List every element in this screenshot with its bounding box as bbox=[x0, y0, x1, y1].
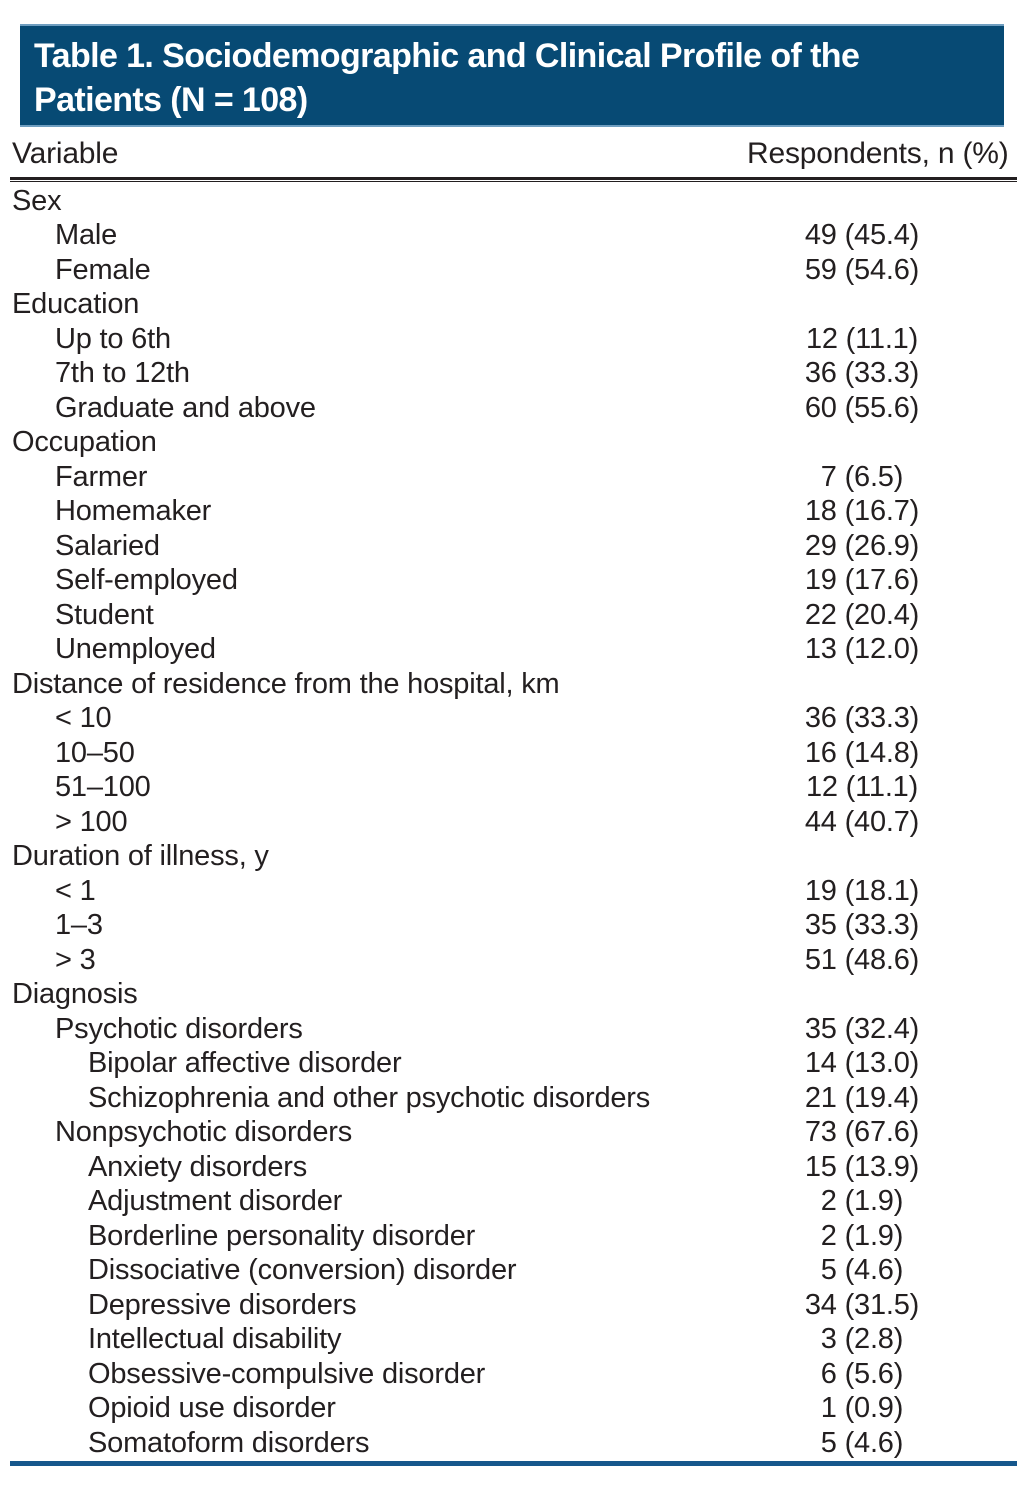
row-label: Intellectual disability bbox=[88, 1323, 342, 1356]
row-label: Schizophrenia and other psychotic disorders bbox=[88, 1081, 651, 1114]
table-row bbox=[10, 840, 1017, 875]
table-row bbox=[10, 564, 1017, 599]
table-row bbox=[10, 667, 1017, 702]
row-label: 51–100 bbox=[55, 771, 151, 804]
row-value: 49 (45.4) bbox=[804, 219, 920, 252]
row-label: Sex bbox=[12, 184, 62, 217]
table-row bbox=[10, 1392, 1017, 1427]
table-row bbox=[10, 219, 1017, 254]
table-row bbox=[10, 460, 1017, 495]
row-label: Diagnosis bbox=[12, 978, 138, 1011]
row-label: Up to 6th bbox=[55, 322, 171, 355]
row-value: 18 (16.7) bbox=[804, 495, 920, 528]
row-value: 36 (33.3) bbox=[804, 702, 920, 735]
table-row bbox=[10, 909, 1017, 944]
table-row bbox=[10, 1150, 1017, 1185]
row-label: Female bbox=[55, 253, 151, 286]
table-row bbox=[10, 529, 1017, 564]
row-value: 1 (0.9) bbox=[820, 1392, 904, 1425]
table-row bbox=[10, 1323, 1017, 1358]
row-label: Adjustment disorder bbox=[88, 1185, 343, 1218]
table-row bbox=[10, 736, 1017, 771]
row-label: > 3 bbox=[55, 943, 96, 976]
row-value: 22 (20.4) bbox=[804, 598, 920, 631]
row-label: Obsessive-compulsive disorder bbox=[88, 1357, 486, 1390]
row-label: 10–50 bbox=[55, 736, 135, 769]
row-value: 2 (1.9) bbox=[820, 1185, 904, 1218]
row-value: 12 (11.1) bbox=[805, 771, 919, 804]
table-row bbox=[10, 1219, 1017, 1254]
table-row bbox=[10, 391, 1017, 426]
bottom-rule bbox=[10, 1461, 1017, 1466]
table-row bbox=[10, 1012, 1017, 1047]
row-label: > 100 bbox=[55, 805, 128, 838]
row-label: Nonpsychotic disorders bbox=[55, 1116, 353, 1149]
row-value: 35 (33.3) bbox=[804, 909, 920, 942]
table-row bbox=[10, 495, 1017, 530]
table-body bbox=[10, 184, 1017, 1461]
table-row bbox=[10, 426, 1017, 461]
row-value: 16 (14.8) bbox=[804, 736, 920, 769]
column-header-respondents: Respondents, n (%) bbox=[747, 137, 1009, 170]
row-value: 2 (1.9) bbox=[820, 1219, 904, 1252]
row-value: 36 (33.3) bbox=[804, 357, 920, 390]
table-row bbox=[10, 771, 1017, 806]
table-row bbox=[10, 805, 1017, 840]
row-value: 5 (4.6) bbox=[820, 1254, 904, 1287]
row-label: Duration of illness, y bbox=[12, 840, 269, 873]
row-label: Education bbox=[12, 288, 140, 321]
row-label: Farmer bbox=[55, 460, 148, 493]
row-value: 19 (17.6) bbox=[804, 564, 920, 597]
table-row bbox=[10, 288, 1017, 323]
row-label: Psychotic disorders bbox=[55, 1012, 303, 1045]
row-value: 59 (54.6) bbox=[804, 253, 920, 286]
header-rule bbox=[10, 177, 1017, 182]
table-row bbox=[10, 633, 1017, 668]
table-row bbox=[10, 1047, 1017, 1082]
row-value: 19 (18.1) bbox=[804, 874, 920, 907]
row-label: Salaried bbox=[55, 529, 160, 562]
row-value: 21 (19.4) bbox=[804, 1081, 920, 1114]
row-label: Student bbox=[55, 598, 154, 631]
table-row bbox=[10, 253, 1017, 288]
table-row bbox=[10, 943, 1017, 978]
table-row bbox=[10, 874, 1017, 909]
table-row bbox=[10, 702, 1017, 737]
table-row bbox=[10, 1254, 1017, 1289]
table-row bbox=[10, 1185, 1017, 1220]
row-label: Somatoform disorders bbox=[88, 1426, 370, 1459]
row-label: < 1 bbox=[55, 874, 96, 907]
table-title-line1: Table 1. Sociodemographic and Clinical Profile of the bbox=[34, 37, 860, 75]
row-value: 44 (40.7) bbox=[804, 805, 920, 838]
row-value: 60 (55.6) bbox=[804, 391, 920, 424]
row-value: 34 (31.5) bbox=[804, 1288, 920, 1321]
row-label: Anxiety disorders bbox=[88, 1150, 308, 1183]
row-label: Unemployed bbox=[55, 633, 216, 666]
row-value: 15 (13.9) bbox=[804, 1150, 920, 1183]
row-value: 6 (5.6) bbox=[820, 1357, 904, 1390]
row-label: Opioid use disorder bbox=[88, 1392, 336, 1425]
table-row bbox=[10, 1357, 1017, 1392]
table-row bbox=[10, 357, 1017, 392]
table-row bbox=[10, 1426, 1017, 1461]
table-row bbox=[10, 978, 1017, 1013]
table-title-bar bbox=[20, 24, 1004, 127]
row-value: 5 (4.6) bbox=[820, 1426, 904, 1459]
table-header-row bbox=[10, 131, 1017, 177]
row-label: Dissociative (conversion) disorder bbox=[88, 1254, 517, 1287]
row-label: Occupation bbox=[12, 426, 157, 459]
table-row bbox=[10, 184, 1017, 219]
row-label: Bipolar affective disorder bbox=[88, 1047, 402, 1080]
row-value: 73 (67.6) bbox=[804, 1116, 920, 1149]
row-value: 13 (12.0) bbox=[804, 633, 920, 666]
row-label: Graduate and above bbox=[55, 391, 316, 424]
row-label: Homemaker bbox=[55, 495, 212, 528]
row-label: Depressive disorders bbox=[88, 1288, 357, 1321]
table-row bbox=[10, 1081, 1017, 1116]
row-label: < 10 bbox=[55, 702, 112, 735]
row-label: Male bbox=[55, 219, 118, 252]
row-value: 7 (6.5) bbox=[820, 460, 904, 493]
row-value: 14 (13.0) bbox=[804, 1047, 920, 1080]
table-row bbox=[10, 1288, 1017, 1323]
row-label: 1–3 bbox=[55, 909, 103, 942]
column-header-variable: Variable bbox=[12, 137, 119, 170]
row-label: Borderline personality disorder bbox=[88, 1219, 476, 1252]
row-value: 35 (32.4) bbox=[804, 1012, 920, 1045]
table-row bbox=[10, 598, 1017, 633]
row-label: Distance of residence from the hospital, km bbox=[12, 667, 560, 700]
table-row bbox=[10, 1116, 1017, 1151]
row-label: Self-employed bbox=[55, 564, 238, 597]
row-value: 29 (26.9) bbox=[804, 529, 920, 562]
table-title-line2: Patients (N = 108) bbox=[34, 81, 308, 119]
row-value: 12 (11.1) bbox=[805, 322, 919, 355]
table-row bbox=[10, 322, 1017, 357]
row-label: 7th to 12th bbox=[55, 357, 190, 390]
row-value: 51 (48.6) bbox=[804, 943, 920, 976]
row-value: 3 (2.8) bbox=[820, 1323, 904, 1356]
